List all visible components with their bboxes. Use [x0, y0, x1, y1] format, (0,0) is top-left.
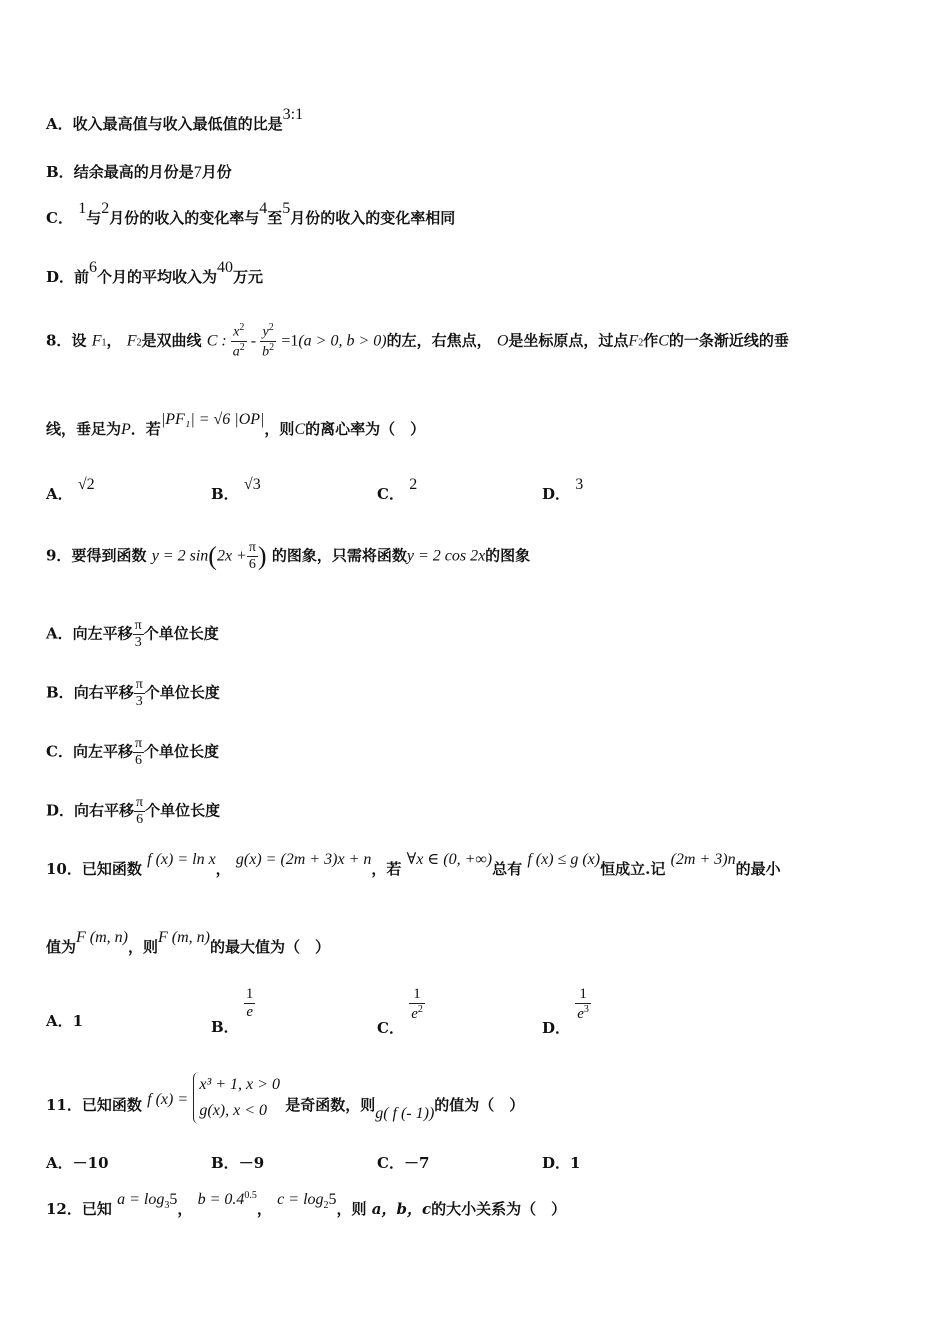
q8-option-a[interactable] [46, 476, 95, 504]
stem-text: 已知函数 [81, 860, 142, 878]
math-c: c = log [277, 1191, 324, 1208]
q11-option-c[interactable] [377, 1152, 429, 1173]
stem-text: 是奇函数，则 [285, 1096, 376, 1114]
math-condition: (a > 0, b > 0) [298, 332, 387, 350]
option-fraction [244, 986, 256, 1022]
math-den: 3 [135, 694, 143, 710]
option-label: C． [377, 1154, 404, 1172]
math-sub: 2 [136, 337, 142, 349]
option-text: 收入最高值与收入最低值的比是 [72, 115, 283, 133]
q8-stem-line1: 8．设 F1， F2是双曲线 C : $\frac{x^2}{a^2}$ - $\frac{y^2}{b^2}$ =1(a > 0, b > 0)的左，右焦点， O是坐标原点，过点F2作C的一条渐近线的垂 [46, 322, 789, 360]
option-text: 个单位长度 [144, 742, 220, 761]
q10-option-d[interactable] [542, 986, 591, 1037]
option-text: 前 [74, 268, 90, 286]
option-value: －9 [238, 1154, 265, 1172]
option-text: 向右平移 [74, 801, 135, 820]
math-relation: |PF₁| = √6 |OP| [160, 411, 265, 428]
option-label: B． [46, 683, 74, 702]
math-num: 1 [244, 986, 256, 1004]
q11-option-d[interactable] [542, 1152, 580, 1173]
option-text: 向左平移 [72, 624, 133, 643]
math-e: e [577, 1006, 584, 1023]
option-value: 1 [72, 1012, 84, 1030]
math-pi: π [133, 618, 144, 635]
option-label: C． [377, 1018, 404, 1037]
question-number: 12． [46, 1200, 82, 1218]
option-math: √3 [243, 476, 261, 493]
math-base: 3 [164, 1200, 170, 1211]
stem-text: ，若 [371, 860, 402, 878]
stem-text: 已知 [81, 1200, 112, 1218]
q11-stem [46, 1072, 524, 1124]
math-b: b = 0.4 [197, 1191, 245, 1208]
math-F: F (m, n) [76, 929, 128, 946]
math-a: a = log [117, 1191, 165, 1208]
stem-text: 的值为（ ） [434, 1096, 525, 1114]
stem-text: 线，垂足为 [46, 420, 122, 438]
stem-text: 作 [643, 331, 659, 350]
option-text: 个单位长度 [143, 624, 219, 643]
option-label: A． [46, 1154, 73, 1172]
stem-text: 是坐标原点，过点 [508, 331, 629, 350]
math-num: 1 [575, 986, 591, 1004]
option-fraction [134, 795, 145, 828]
q10-option-b[interactable] [211, 986, 255, 1036]
option-label: A． [46, 624, 73, 643]
q12-stem [46, 1190, 567, 1221]
math-x: x [233, 324, 240, 340]
option-label: B． [211, 1017, 239, 1036]
option-math: 2 [101, 200, 110, 217]
math-arg: 5 [328, 1191, 337, 1208]
math-abc: a，b，c [371, 1200, 432, 1218]
math-g: g(x) = (2m + 3)x + n [235, 851, 372, 868]
option-text: 个单位长度 [145, 801, 221, 820]
q9-option-d[interactable] [46, 795, 220, 828]
math-pi: π [134, 677, 145, 694]
option-value: －7 [403, 1154, 430, 1172]
math-O: O [496, 332, 509, 350]
fraction-y2-b2: $\frac{y^2}{b^2}$ [262, 322, 275, 360]
option-math: 40 [217, 259, 234, 276]
option-label: D． [46, 801, 75, 820]
stem-text: 是双曲线 [141, 331, 202, 350]
math-e: e [411, 1006, 418, 1023]
stem-text: 恒成立.记 [600, 860, 666, 878]
stem-text: 总有 [492, 860, 523, 878]
math-expression: (2m + 3)n [670, 851, 736, 868]
math-case1: x³ + 1, x > 0 [199, 1076, 280, 1093]
option-label: B． [211, 1154, 239, 1172]
math-forall: ∀x ∈ (0, +∞) [406, 851, 493, 868]
option-text: 与 [86, 209, 102, 227]
option-label: D． [542, 485, 571, 503]
option-math: 3:1 [282, 106, 304, 123]
stem-text: ， [106, 331, 122, 350]
question-number: 8． [46, 331, 72, 350]
math-y: y [262, 324, 269, 340]
option-math: 5 [282, 200, 291, 217]
math-function: y = 2 sin [151, 547, 209, 565]
q8-option-c[interactable] [377, 476, 418, 504]
piecewise-brace [193, 1072, 280, 1124]
math-a: a [232, 344, 240, 360]
q9-option-b[interactable] [46, 677, 220, 710]
stem-text: ．若 [130, 420, 161, 438]
stem-text: 的图象，只需将函数 [271, 546, 407, 565]
math-num: 1 [409, 986, 425, 1004]
q10-stem-line2 [46, 929, 331, 957]
option-text: 月份的收入的变化率与 [109, 209, 260, 227]
math-F: F (m, n) [158, 929, 210, 946]
math-sub: 1 [101, 337, 107, 349]
stem-text: ，则 [336, 1200, 367, 1218]
option-math: √2 [77, 476, 95, 493]
stem-text: 的大小关系为（ ） [431, 1200, 567, 1218]
option-text: 向左平移 [72, 742, 133, 761]
q7-option-a[interactable] [46, 106, 304, 134]
stem-text: ， [215, 860, 231, 878]
option-math: 1 [78, 200, 87, 217]
math-exp: 2 [417, 1004, 423, 1016]
option-text: 万元 [233, 268, 264, 286]
q10-option-c[interactable] [377, 986, 425, 1037]
option-label: A． [46, 1012, 73, 1030]
math-F2: F [126, 332, 137, 350]
stem-text: 的左，右焦点， [386, 331, 492, 350]
q7-option-c[interactable] [46, 200, 456, 228]
math-C: C [294, 421, 306, 438]
option-fraction [133, 618, 144, 651]
stem-text: 设 [71, 331, 87, 350]
option-label: A． [46, 115, 73, 133]
option-math: 4 [259, 200, 268, 217]
math-den: 6 [135, 753, 142, 769]
option-label: A． [46, 485, 73, 503]
math-pi: π [247, 540, 258, 557]
math-exp: 3 [583, 1004, 589, 1016]
fraction-x2-a2: $\frac{x^2}{a^2}$ [232, 322, 245, 360]
option-math: 3 [575, 476, 584, 493]
math-exp: 0.5 [244, 1190, 257, 1201]
option-math: 2 [409, 476, 418, 493]
math-b: b [262, 344, 270, 360]
option-fraction [409, 986, 425, 1024]
option-fraction [575, 986, 591, 1024]
math-F2: F [628, 332, 639, 350]
math-den: 6 [136, 812, 144, 828]
option-label: D． [542, 1018, 571, 1037]
stem-text: 的最小 [735, 860, 781, 878]
option-label: B． [46, 163, 74, 181]
math-six: 6 [248, 557, 256, 573]
option-text: 结余最高的月份是 [73, 163, 194, 181]
q7-option-d[interactable] [46, 259, 264, 287]
option-math: 7 [193, 164, 202, 181]
q10-stem-line1 [46, 851, 781, 879]
math-C: C [658, 332, 669, 350]
q9-option-a[interactable] [46, 618, 219, 651]
stem-text: 的图象 [485, 546, 531, 565]
q8-stem-line2 [46, 411, 426, 439]
option-label: B． [211, 485, 239, 503]
option-label: D． [46, 268, 75, 286]
option-label: D． [542, 1154, 571, 1172]
stem-text: 的最大值为（ ） [210, 938, 331, 956]
q9-option-c[interactable] [46, 736, 219, 769]
math-f: f (x) = ln x [147, 851, 216, 868]
question-number: 9． [46, 546, 72, 565]
q7-option-b[interactable] [46, 161, 232, 182]
question-number: 11． [46, 1096, 82, 1114]
stem-text: 的离心率为（ ） [305, 420, 426, 438]
option-value: 1 [570, 1154, 581, 1172]
q11-option-b[interactable] [211, 1152, 264, 1173]
math-e: e [246, 1004, 253, 1021]
option-label: C． [46, 209, 73, 227]
question-number: 10． [46, 860, 82, 878]
option-math: 6 [89, 259, 98, 276]
math-f: f (x) = [147, 1091, 189, 1108]
option-text: 至 [267, 209, 283, 227]
math-inequality: f (x) ≤ g (x) [527, 851, 601, 868]
stem-text: ， [256, 1200, 272, 1218]
math-pi: π [133, 736, 144, 753]
math-P: P [121, 421, 131, 438]
math-F1: F [91, 332, 102, 350]
stem-text: 已知函数 [81, 1096, 142, 1114]
math-pi: π [134, 795, 145, 812]
q8-option-d[interactable] [542, 476, 584, 504]
option-text: 个单位长度 [144, 683, 220, 702]
option-label: C． [46, 742, 73, 761]
math-case2: g(x), x < 0 [199, 1102, 268, 1119]
stem-text: ，则 [264, 420, 295, 438]
stem-text: ，则 [128, 938, 159, 956]
math-curve: C : [206, 332, 231, 350]
math-expression: g( f (- 1)) [375, 1105, 435, 1122]
stem-text: 要得到函数 [71, 546, 147, 565]
stem-text: 的一条渐近线的垂 [668, 331, 789, 350]
stem-text: ， [177, 1200, 193, 1218]
q9-stem: 9．要得到函数 y = 2 sin(2x + $\frac{\pi}{6}$ ) 的图象，只需将函数y = 2 cos 2x的图象 [46, 540, 531, 573]
math-arg: 5 [169, 1191, 178, 1208]
option-fraction [133, 736, 144, 769]
option-text: 月份 [201, 163, 232, 181]
q8-option-b[interactable] [211, 476, 261, 504]
option-text: 向右平移 [73, 683, 134, 702]
math-inner: 2x + [216, 547, 247, 565]
math-den: 3 [134, 635, 142, 651]
option-value: －10 [72, 1154, 109, 1172]
option-text: 月份的收入的变化率相同 [290, 209, 456, 227]
option-text: 个月的平均收入为 [97, 268, 218, 286]
fraction-pi-6 [247, 540, 258, 573]
option-label: C． [377, 485, 404, 503]
q11-option-a[interactable] [46, 1152, 109, 1173]
q10-option-a[interactable] [46, 1010, 83, 1031]
math-base: 2 [323, 1200, 329, 1211]
math-function: y = 2 cos 2x [406, 547, 486, 565]
option-fraction [134, 677, 145, 710]
stem-text: 值为 [46, 938, 77, 956]
math-eq: =1 [281, 332, 299, 350]
